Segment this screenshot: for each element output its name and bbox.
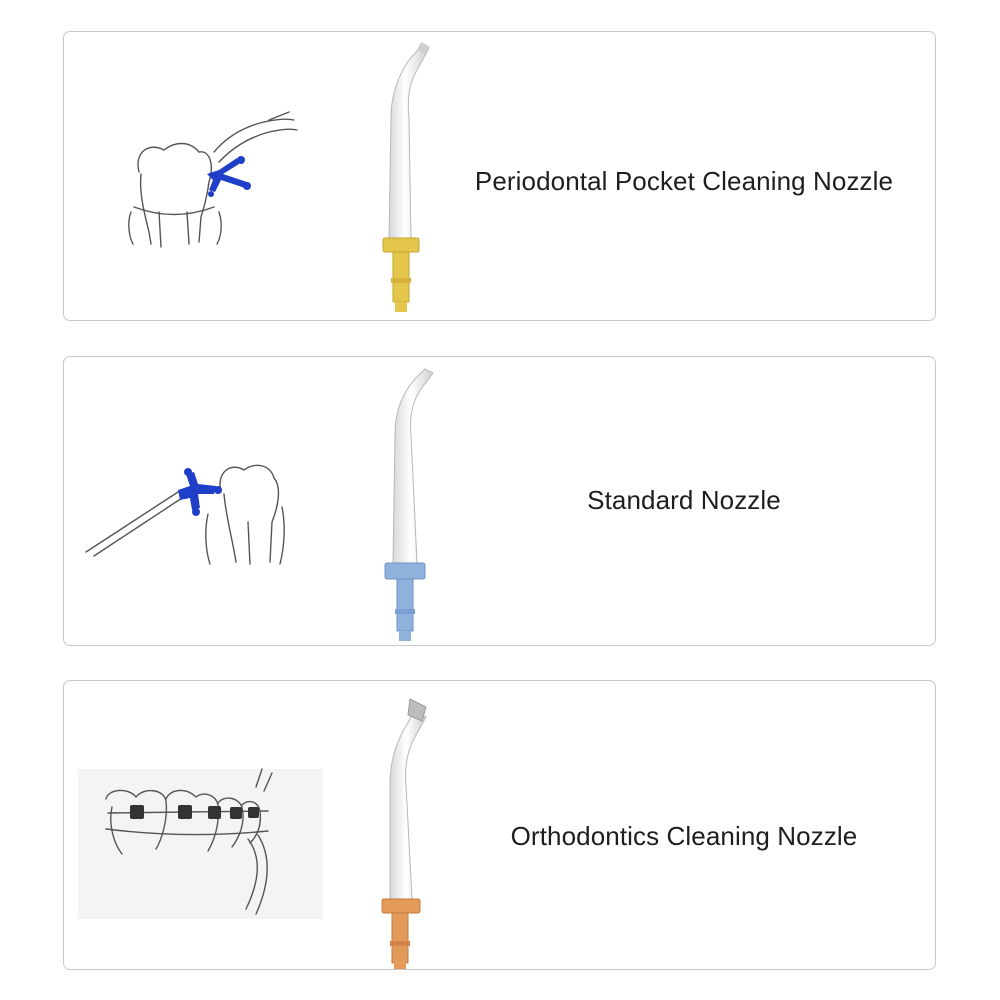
nozzle-card-orthodontic (63, 680, 936, 970)
nozzle-label-periodontal: Periodontal Pocket Cleaning Nozzle (474, 166, 894, 196)
braces-cleaning-icon (78, 769, 323, 919)
spray-icon (178, 468, 222, 516)
spray-icon (207, 156, 251, 197)
tooth-periodontal-spray-icon (119, 112, 299, 252)
tooth-standard-spray-icon (86, 452, 296, 572)
nozzle-card-standard (63, 356, 936, 646)
nozzle-label-orthodontic: Orthodontics Cleaning Nozzle (510, 821, 858, 851)
orthodontic-nozzle-icon (370, 695, 430, 977)
periodontal-nozzle-icon (369, 38, 429, 320)
nozzle-card-periodontal (63, 31, 936, 321)
standard-nozzle-icon (379, 365, 439, 647)
nozzle-label-standard: Standard Nozzle (587, 485, 781, 515)
